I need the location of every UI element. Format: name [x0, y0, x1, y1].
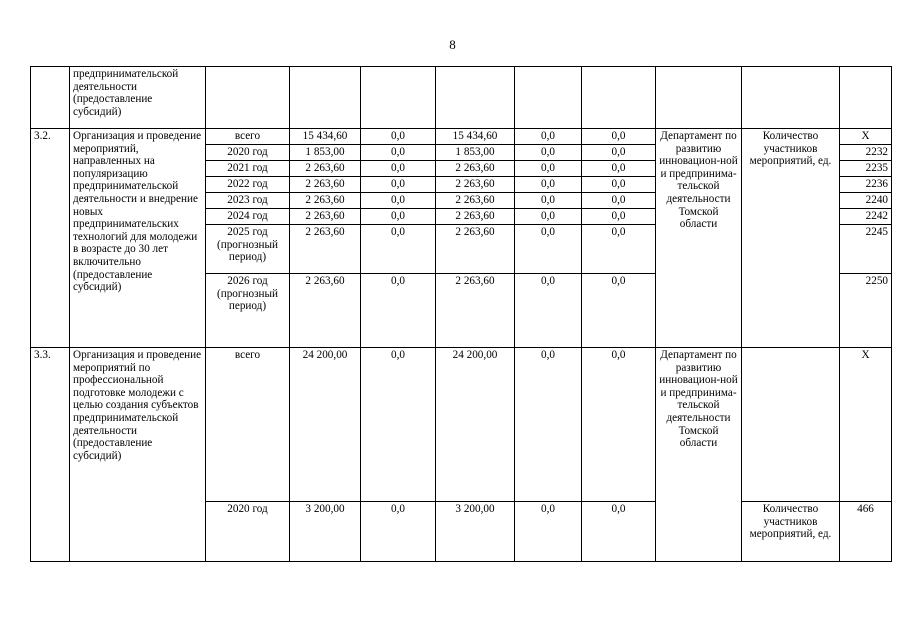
cell-reg: 2 263,60	[436, 177, 515, 193]
cell-loc: 0,0	[515, 177, 582, 193]
cell-value: 2245	[840, 225, 892, 274]
cell-value: X	[840, 129, 892, 145]
cell-ext: 0,0	[582, 348, 656, 502]
cell-loc: 0,0	[515, 209, 582, 225]
table-row	[31, 67, 892, 129]
cell-ext: 0,0	[582, 225, 656, 274]
cell-year: 2025 год (прогнозный период)	[206, 225, 290, 274]
cell-reg: 2 263,60	[436, 161, 515, 177]
cell-loc: 0,0	[515, 193, 582, 209]
cell-name: Организация и проведение мероприятий по профессиональной подготовке молодежи с целью создания субъектов предпринимательской деятельности (предоставление субсидий)	[70, 348, 206, 562]
cell-no: 3.2.	[31, 129, 70, 348]
cell-ext: 0,0	[582, 161, 656, 177]
cell-reg: 3 200,00	[436, 502, 515, 562]
cell-loc: 0,0	[515, 274, 582, 348]
cell-ext: 0,0	[582, 274, 656, 348]
cell-value: X	[840, 348, 892, 502]
cell-reg: 1 853,00	[436, 145, 515, 161]
cell-value: 2235	[840, 161, 892, 177]
cell-name: предпринимательской деятельности (предоставление субсидий)	[70, 67, 206, 129]
cell-ext: 0,0	[582, 502, 656, 562]
table-row	[31, 129, 892, 145]
cell-department: Департамент по развитию инновацион-ной и предпринима-тельской деятельности Томской области	[656, 348, 742, 562]
cell-loc: 0,0	[515, 348, 582, 502]
cell-fed: 0,0	[361, 177, 436, 193]
cell-fed: 0,0	[361, 348, 436, 502]
cell-fed: 0,0	[361, 274, 436, 348]
cell-department: Департамент по развитию инновацион-ной и предпринима-тельской деятельности Томской области	[656, 129, 742, 348]
cell-reg: 24 200,00	[436, 348, 515, 502]
cell-no	[31, 67, 70, 129]
cell-year: всего	[206, 348, 290, 502]
cell-ext: 0,0	[582, 193, 656, 209]
cell-year: 2021 год	[206, 161, 290, 177]
cell-name: Организация и проведение мероприятий, направленных на популяризацию предпринимательской деятельности и внедрение новых предпринимательских технологий для молодежи в возрасте до 30 лет включительно (предоставление субсидий)	[70, 129, 206, 348]
cell-value: 2236	[840, 177, 892, 193]
cell-indicator	[742, 348, 840, 502]
cell-total: 2 263,60	[290, 274, 361, 348]
cell-total: 2 263,60	[290, 161, 361, 177]
cell-value: 2250	[840, 274, 892, 348]
cell-loc: 0,0	[515, 161, 582, 177]
program-table	[30, 66, 892, 562]
cell-fed: 0,0	[361, 161, 436, 177]
cell-reg: 2 263,60	[436, 209, 515, 225]
cell-reg: 2 263,60	[436, 274, 515, 348]
cell-total: 2 263,60	[290, 225, 361, 274]
cell-ext: 0,0	[582, 129, 656, 145]
cell-fed: 0,0	[361, 145, 436, 161]
cell-total: 2 263,60	[290, 209, 361, 225]
cell-year: всего	[206, 129, 290, 145]
cell-value: 466	[840, 502, 892, 562]
cell-year: 2023 год	[206, 193, 290, 209]
cell-value: 2240	[840, 193, 892, 209]
cell-fed: 0,0	[361, 225, 436, 274]
cell-loc: 0,0	[515, 145, 582, 161]
page-number: 8	[449, 37, 456, 52]
cell-year: 2024 год	[206, 209, 290, 225]
cell-indicator: Количество участников мероприятий, ед.	[742, 502, 840, 562]
cell-ext: 0,0	[582, 209, 656, 225]
cell-year: 2020 год	[206, 145, 290, 161]
cell-reg: 15 434,60	[436, 129, 515, 145]
cell-ext: 0,0	[582, 145, 656, 161]
cell-total: 2 263,60	[290, 193, 361, 209]
cell-year: 2026 год (прогнозный период)	[206, 274, 290, 348]
cell-value: 2232	[840, 145, 892, 161]
cell-loc: 0,0	[515, 502, 582, 562]
cell-fed: 0,0	[361, 502, 436, 562]
cell-year: 2020 год	[206, 502, 290, 562]
cell-fed: 0,0	[361, 129, 436, 145]
cell-reg: 2 263,60	[436, 193, 515, 209]
cell-loc: 0,0	[515, 225, 582, 274]
cell-loc: 0,0	[515, 129, 582, 145]
cell-total: 24 200,00	[290, 348, 361, 502]
table-row	[31, 348, 892, 502]
cell-total: 1 853,00	[290, 145, 361, 161]
cell-reg: 2 263,60	[436, 225, 515, 274]
cell-total: 15 434,60	[290, 129, 361, 145]
cell-fed: 0,0	[361, 193, 436, 209]
cell-total: 2 263,60	[290, 177, 361, 193]
cell-year: 2022 год	[206, 177, 290, 193]
cell-no: 3.3.	[31, 348, 70, 562]
cell-total: 3 200,00	[290, 502, 361, 562]
cell-indicator: Количество участников мероприятий, ед.	[742, 129, 840, 348]
cell-ext: 0,0	[582, 177, 656, 193]
cell-fed: 0,0	[361, 209, 436, 225]
cell-value: 2242	[840, 209, 892, 225]
